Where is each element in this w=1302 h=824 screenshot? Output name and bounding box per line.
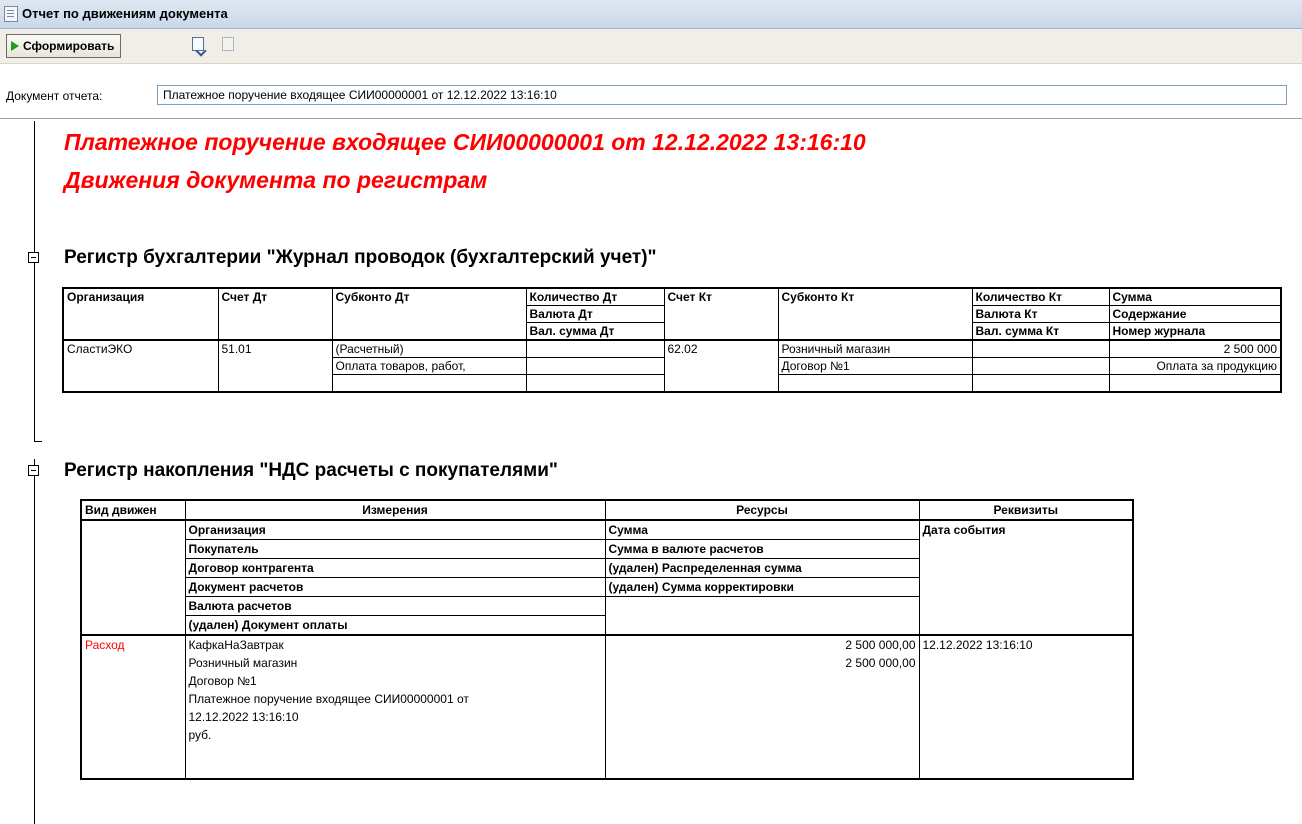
header-cell: Организация	[63, 288, 218, 306]
cell-content: Оплата за продукцию	[1109, 358, 1281, 375]
cell-acc-kt: 62.02	[664, 340, 778, 358]
header-cell: (удален) Распределенная сумма	[605, 559, 919, 578]
header-cell: (удален) Сумма корректировки	[605, 578, 919, 597]
header-cell: Содержание	[1109, 306, 1281, 323]
table-row	[63, 375, 1281, 393]
table-row	[81, 672, 1133, 690]
document-selector-row	[0, 72, 1302, 120]
header-cell: Дата события	[919, 520, 1133, 540]
collapse-group-icon[interactable]	[28, 465, 39, 476]
header-cell: Номер журнала	[1109, 323, 1281, 341]
header-cell: Сумма в валюте расчетов	[605, 540, 919, 559]
window-title: Отчет по движениям документа	[22, 6, 228, 21]
table-header-row	[81, 597, 1133, 616]
cell-requisite: 12.12.2022 13:16:10	[919, 635, 1133, 654]
table-header-row	[81, 540, 1133, 559]
cell-dimension: Розничный магазин	[185, 654, 605, 672]
header-cell: Реквизиты	[919, 500, 1133, 520]
cell-resource: 2 500 000,00	[605, 635, 919, 654]
table-header-row	[81, 500, 1133, 520]
header-cell: Счет Дт	[218, 288, 332, 306]
settings-import-icon[interactable]	[220, 37, 236, 55]
header-cell: Счет Кт	[664, 288, 778, 306]
header-cell: Покупатель	[185, 540, 605, 559]
header-cell: Сумма	[1109, 288, 1281, 306]
table-row	[63, 340, 1281, 358]
window-titlebar	[0, 0, 1302, 29]
table-row	[63, 358, 1281, 375]
vat-settlements-table	[80, 499, 1134, 780]
document-field[interactable]: Платежное поручение входящее СИИ00000001 от 12.12.2022 13:16:10	[157, 85, 1287, 105]
cell-dimension: Платежное поручение входящее СИИ00000001 от	[185, 690, 605, 708]
generate-button[interactable]	[6, 34, 121, 58]
cell-dimension: Договор №1	[185, 672, 605, 690]
report-subtitle: Движения документа по регистрам	[64, 167, 488, 193]
section2-heading: Регистр накопления "НДС расчеты с покупателями"	[64, 460, 558, 481]
play-icon	[11, 41, 19, 51]
table-row	[81, 726, 1133, 744]
header-cell: Субконто Дт	[332, 288, 526, 306]
document-label: Документ отчета:	[6, 89, 103, 103]
table-row	[81, 635, 1133, 654]
table-row	[81, 654, 1133, 672]
section1-heading: Регистр бухгалтерии "Журнал проводок (бухгалтерский учет)"	[64, 247, 657, 268]
report-title: Платежное поручение входящее СИИ00000001 от 12.12.2022 13:16:10	[64, 129, 866, 155]
settings-export-icon[interactable]	[190, 37, 206, 55]
header-cell: Вид движен	[81, 500, 185, 520]
accounting-entries-table	[62, 287, 1282, 393]
header-cell: (удален) Документ оплаты	[185, 616, 605, 636]
table-row	[81, 690, 1133, 708]
table-row	[81, 744, 1133, 779]
header-cell: Ресурсы	[605, 500, 919, 520]
cell-sub-dt: (Расчетный)	[332, 340, 526, 358]
header-cell: Вал. сумма Кт	[972, 323, 1109, 341]
cell-dimension: КафкаНаЗавтрак	[185, 635, 605, 654]
table-row	[81, 708, 1133, 726]
header-cell: Валюта Кт	[972, 306, 1109, 323]
header-cell: Измерения	[185, 500, 605, 520]
table-header-row	[81, 520, 1133, 540]
cell-org: СластиЭКО	[63, 340, 218, 358]
generate-button-label: Сформировать	[23, 39, 115, 53]
toolbar	[0, 29, 1302, 64]
header-cell: Договор контрагента	[185, 559, 605, 578]
cell-sub-kt: Розничный магазин	[778, 340, 972, 358]
cell-dimension: 12.12.2022 13:16:10	[185, 708, 605, 726]
cell-resource: 2 500 000,00	[605, 654, 919, 672]
cell-sum: 2 500 000	[1109, 340, 1281, 358]
table-header-row	[63, 306, 1281, 323]
table-header-row	[81, 559, 1133, 578]
cell-acc-dt: 51.01	[218, 340, 332, 358]
header-cell: Организация	[185, 520, 605, 540]
cell-dimension: руб.	[185, 726, 605, 744]
report-area[interactable]	[0, 118, 1302, 824]
collapse-group-icon[interactable]	[28, 252, 39, 263]
header-cell: Сумма	[605, 520, 919, 540]
table-header-row	[63, 323, 1281, 341]
header-cell: Валюта Дт	[526, 306, 664, 323]
report-document-icon	[4, 6, 18, 22]
header-cell: Количество Дт	[526, 288, 664, 306]
header-cell: Субконто Кт	[778, 288, 972, 306]
outline-line	[34, 459, 35, 824]
outline-line-end	[34, 441, 42, 442]
cell-sub-dt: Оплата товаров, работ,	[332, 358, 526, 375]
header-cell: Вал. сумма Дт	[526, 323, 664, 341]
header-cell: Валюта расчетов	[185, 597, 605, 616]
header-cell: Количество Кт	[972, 288, 1109, 306]
table-header-row	[81, 578, 1133, 597]
header-cell: Документ расчетов	[185, 578, 605, 597]
cell-sub-kt: Договор №1	[778, 358, 972, 375]
cell-movement-kind: Расход	[81, 635, 185, 654]
table-header-row	[63, 288, 1281, 306]
table-header-row	[81, 616, 1133, 636]
outline-line	[34, 121, 35, 441]
